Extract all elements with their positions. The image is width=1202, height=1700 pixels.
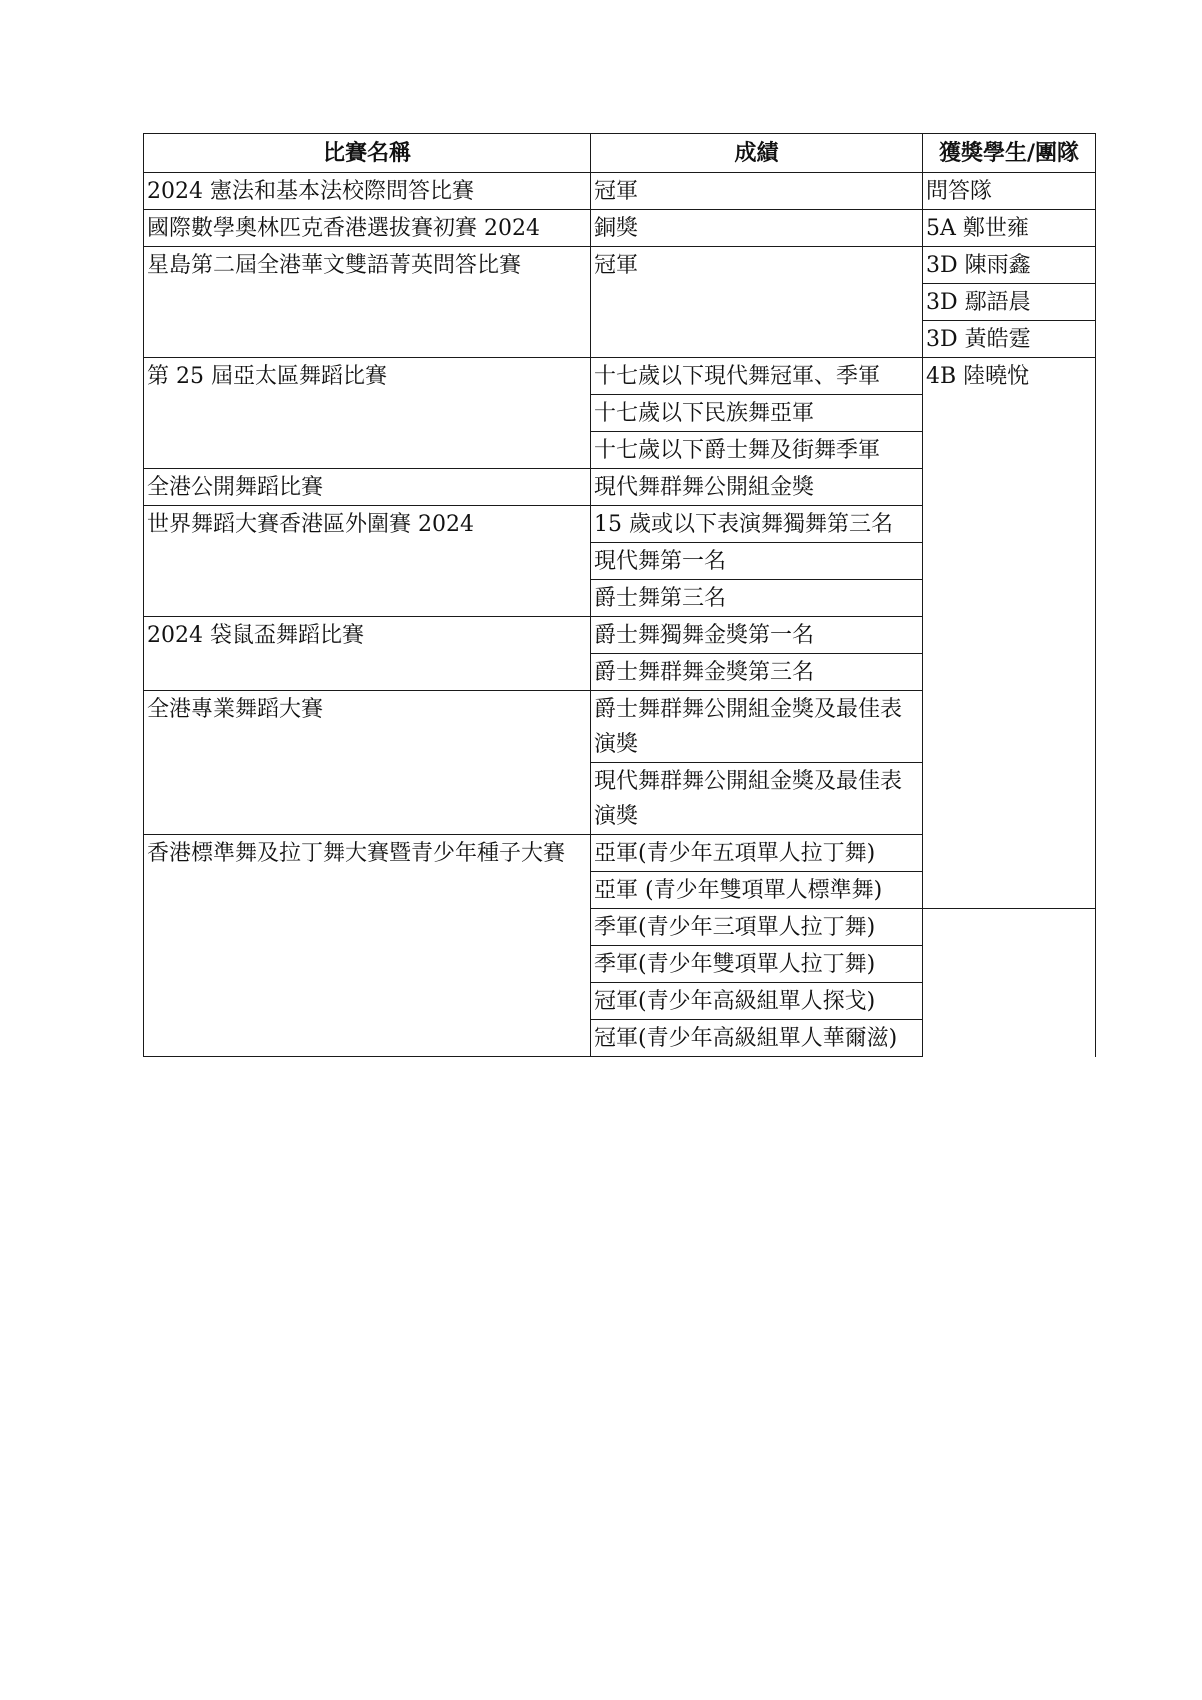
result-cell: 冠軍 <box>591 173 923 210</box>
header-competition: 比賽名稱 <box>144 134 591 173</box>
table-row <box>144 210 1096 247</box>
result-cell: 冠軍(青少年高級組單人華爾滋) <box>591 1020 923 1057</box>
student-cell: 問答隊 <box>923 173 1096 210</box>
table-row <box>144 173 1096 210</box>
result-cell: 亞軍 (青少年雙項單人標準舞) <box>591 872 923 909</box>
competition-cell: 2024 憲法和基本法校際問答比賽 <box>144 173 591 210</box>
student-cell: 4B 陸曉悅 <box>923 358 1096 909</box>
header-result: 成績 <box>591 134 923 173</box>
competition-cell: 世界舞蹈大賽香港區外圍賽 2024 <box>144 506 591 617</box>
table-row <box>144 247 1096 284</box>
competition-cell: 2024 袋鼠盃舞蹈比賽 <box>144 617 591 691</box>
result-cell: 現代舞第一名 <box>591 543 923 580</box>
result-cell: 十七歲以下爵士舞及街舞季軍 <box>591 432 923 469</box>
result-cell: 爵士舞獨舞金獎第一名 <box>591 617 923 654</box>
competition-cell: 全港公開舞蹈比賽 <box>144 469 591 506</box>
competition-cell: 全港專業舞蹈大賽 <box>144 691 591 835</box>
result-cell: 冠軍(青少年高級組單人探戈) <box>591 983 923 1020</box>
result-cell: 爵士舞群舞金獎第三名 <box>591 654 923 691</box>
competition-cell: 星島第二屆全港華文雙語菁英問答比賽 <box>144 247 591 358</box>
result-cell: 現代舞群舞公開組金獎 <box>591 469 923 506</box>
result-cell: 現代舞群舞公開組金獎及最佳表演獎 <box>591 763 923 835</box>
awards-table <box>143 133 1096 1057</box>
competition-cell: 第 25 屆亞太區舞蹈比賽 <box>144 358 591 469</box>
header-row <box>144 134 1096 173</box>
result-cell: 15 歲或以下表演舞獨舞第三名 <box>591 506 923 543</box>
result-cell: 季軍(青少年雙項單人拉丁舞) <box>591 946 923 983</box>
student-cell: 3D 鄢語晨 <box>923 284 1096 321</box>
student-cell: 3D 黃皓霆 <box>923 321 1096 358</box>
result-cell: 爵士舞群舞公開組金獎及最佳表演獎 <box>591 691 923 763</box>
result-cell: 冠軍 <box>591 247 923 358</box>
competition-cell: 香港標準舞及拉丁舞大賽暨青少年種子大賽 <box>144 835 591 1057</box>
result-cell: 十七歲以下民族舞亞軍 <box>591 395 923 432</box>
competition-cell: 國際數學奧林匹克香港選拔賽初賽 2024 <box>144 210 591 247</box>
result-cell: 十七歲以下現代舞冠軍、季軍 <box>591 358 923 395</box>
header-students: 獲獎學生/團隊 <box>923 134 1096 173</box>
result-cell: 亞軍(青少年五項單人拉丁舞) <box>591 835 923 872</box>
result-cell: 季軍(青少年三項單人拉丁舞) <box>591 909 923 946</box>
result-cell: 爵士舞第三名 <box>591 580 923 617</box>
student-cell: 3D 陳雨鑫 <box>923 247 1096 284</box>
table-row <box>144 358 1096 395</box>
student-cell: 5A 鄭世雍 <box>923 210 1096 247</box>
result-cell: 銅獎 <box>591 210 923 247</box>
